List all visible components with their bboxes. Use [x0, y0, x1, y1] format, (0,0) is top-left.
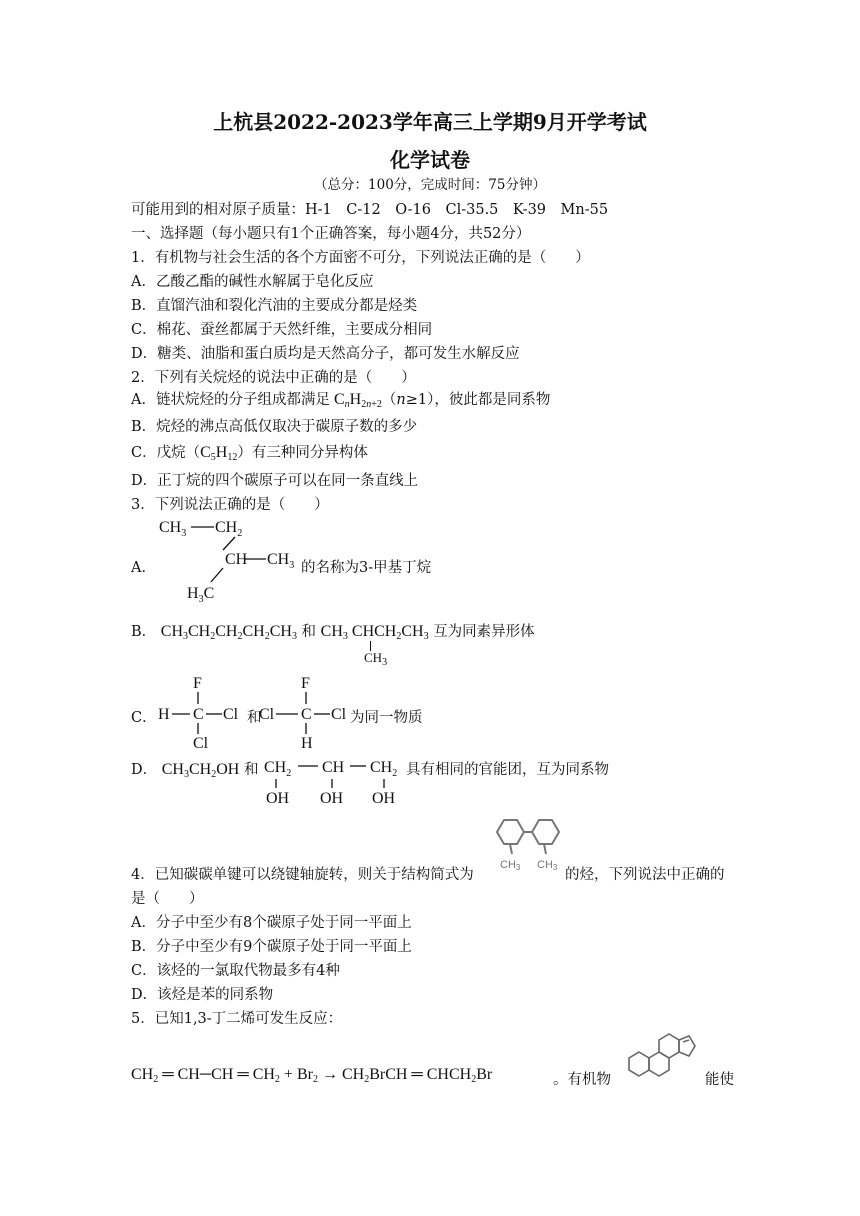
svg-text:OH: OH [372, 790, 396, 807]
q3-stem: 3．下列说法正确的是（ ） [131, 497, 329, 513]
svg-text:OH: OH [266, 790, 290, 807]
q3-option-d: D． $CH_3CH_2OH$ 和 [131, 761, 259, 780]
q2-option-d: D．正丁烷的四个碳原子可以在同一条直线上 [131, 473, 419, 489]
q4-option-d: D．该烃是苯的同系物 [131, 987, 274, 1003]
svg-text:CH3: CH3 [537, 859, 558, 872]
q3-option-a-label: A． [131, 560, 156, 576]
q1-option-b: B．直馏汽油和裂化汽油的主要成分都是烃类 [131, 298, 418, 314]
svg-text:CH: CH [225, 551, 248, 568]
q1-option-c: C．棉花、蚕丝都属于天然纤维，主要成分相同 [131, 322, 433, 338]
q4-option-b: B．分子中至少有9个碳原子处于同一平面上 [131, 939, 412, 955]
svg-text:Cl: Cl [193, 735, 209, 752]
section-heading: 一、选择题（每小题只有1个正确答案，每小题4分，共52分） [131, 226, 531, 242]
svg-text:H: H [158, 706, 170, 723]
q5-reaction-equation: $CH_2$ ═ CH─CH ═ $CH_2 + Br_2$ → $CH_2BrCH$ ═ $CHCH_2Br$ [131, 1066, 493, 1085]
q3-option-b: B． $CH_3CH_2CH_2CH_2CH_3$ 和 $CH_3$ $CHCH_2CH_3$ 互为同素异形体 [131, 623, 535, 642]
q3-b-methyl: $CH_3$ [364, 650, 388, 668]
q3-option-d-text: 具有相同的官能团，互为同系物 [406, 762, 609, 778]
q1-stem: 1．有机物与社会生活的各个方面密不可分，下列说法正确的是（ ） [131, 250, 590, 266]
svg-text:C: C [193, 706, 204, 723]
q3-option-a-text: 的名称为3-甲基丁烷 [301, 560, 432, 576]
svg-text:CH3: CH3 [500, 859, 521, 872]
svg-text:C: C [301, 706, 312, 723]
q3-c-and: 和 [247, 710, 262, 726]
svg-text:OH: OH [320, 790, 344, 807]
svg-text:CH3: $CH_3$ [267, 551, 295, 571]
svg-text:CH2: $CH_2$ [215, 519, 243, 539]
svg-text:Cl: Cl [259, 706, 275, 723]
svg-text:H3C: $H_3C$ [187, 585, 215, 605]
q4-stem: 4．已知碳碳单键可以绕键轴旋转，则关于结构简式为 [131, 867, 474, 883]
q5-steroid-structure [617, 1026, 701, 1086]
svg-text:CH3: $CH_3$ [159, 519, 187, 539]
q3-option-c-label: C． [131, 710, 157, 726]
q5-tail-1: 。有机物 [553, 1072, 611, 1088]
q3-option-c-text: 为同一物质 [350, 710, 423, 726]
q4-stem-end: 是（ ） [131, 891, 204, 907]
svg-text:F: F [301, 675, 310, 692]
q4-option-c: C．该烃的一氯取代物最多有4种 [131, 963, 340, 979]
q1-option-d: D．糖类、油脂和蛋白质均是天然高分子，都可发生水解反应 [131, 346, 520, 362]
svg-text:CH2: $CH_2$ [264, 759, 292, 779]
q2-option-a: A．链状烷烃的分子组成都满足 $C_nH_{2n+2}(n\ge 1)$，彼此都是同系物 [131, 391, 551, 410]
q2-stem: 2．下列有关烷烃的说法中正确的是（ ） [131, 370, 416, 386]
exam-info: （总分：100分，完成时间：75分钟） [314, 177, 546, 193]
q4-option-a: A．分子中至少有8个碳原子处于同一平面上 [131, 915, 412, 931]
q5-tail-2: 能使 [705, 1072, 734, 1088]
svg-text:H: H [301, 735, 313, 752]
atomic-masses: 可能用到的相对原子质量：H-1 C-12 O-16 Cl-35.5 K-39 Mn-55 [131, 202, 609, 218]
exam-title: 上杭县2022-2023学年高三上学期9月开学考试 [213, 110, 647, 134]
svg-text:CH: CH [322, 759, 345, 776]
q4-stem-cont: 的烃，下列说法中正确的 [565, 867, 725, 883]
svg-text:Cl: Cl [223, 706, 239, 723]
exam-subject: 化学试卷 [390, 148, 470, 172]
q4-biphenyl-structure [484, 810, 564, 882]
svg-text:F: F [193, 675, 202, 692]
svg-text:Cl: Cl [331, 706, 347, 723]
q1-option-a: A．乙酸乙酯的碱性水解属于皂化反应 [131, 274, 374, 290]
svg-text:CH2: $CH_2$ [370, 759, 398, 779]
q2-option-b: B．烷烃的沸点高低仅取决于碳原子数的多少 [131, 419, 418, 435]
q2-option-c: C．戊烷$(C_5H_{12})$有三种同分异构体 [131, 444, 368, 463]
q3-d-glycerol [262, 752, 412, 810]
q5-stem: 5．已知1,3-丁二烯可发生反应： [131, 1011, 343, 1027]
q3-a-structure [155, 512, 305, 607]
